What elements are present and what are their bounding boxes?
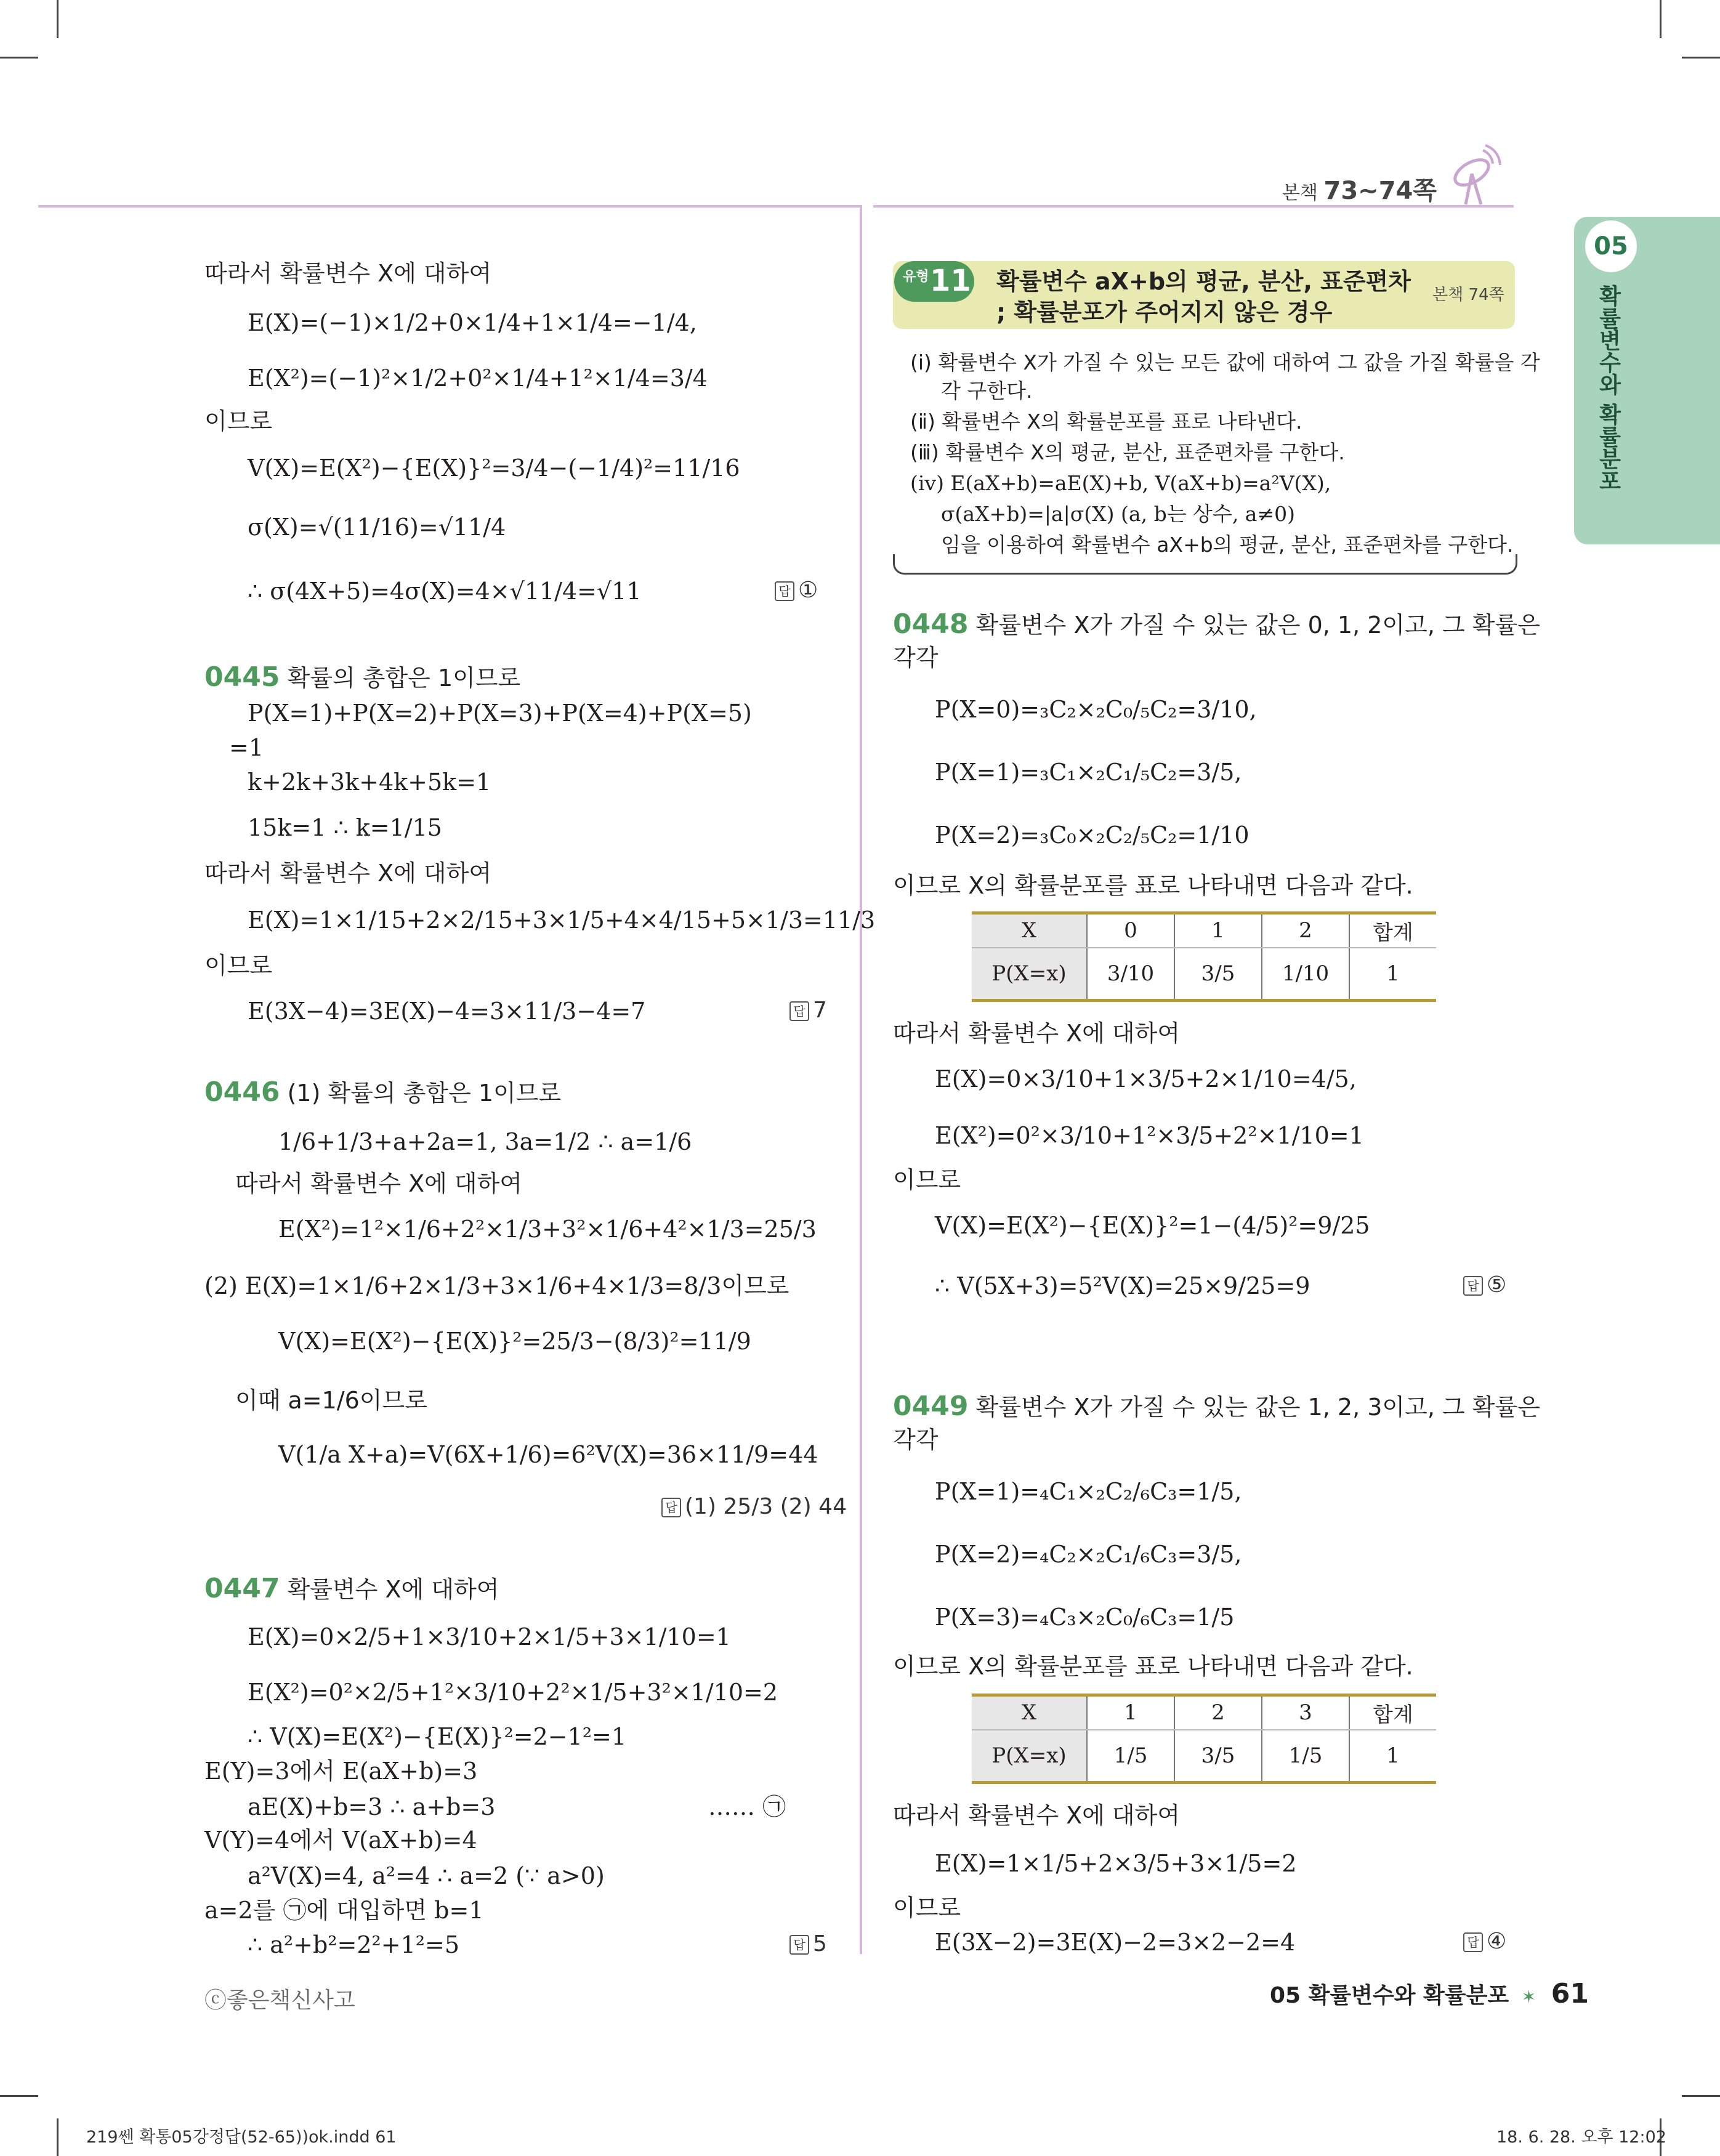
text-line: 이때 a=1/6이므로: [235, 1387, 427, 1414]
step-line: (ⅳ) E(aX+b)=aE(X)+b, V(aX+b)=a²V(X),: [910, 471, 1331, 495]
text-line: 이므로 X의 확률분포를 표로 나타내면 다음과 같다.: [893, 1653, 1413, 1680]
table-cell: 3/10: [1087, 948, 1174, 1001]
star-icon: ✶: [1521, 1987, 1536, 2007]
problem-number: 0448: [893, 608, 969, 640]
crop-mark: [0, 2095, 38, 2097]
math-line: ∴ V(X)=E(X²)−{E(X)}²=2−1²=1: [248, 1723, 627, 1750]
page-footer: [1270, 1978, 1589, 2009]
table-cell: 1/5: [1087, 1730, 1174, 1783]
math-line: E(X)=0×2/5+1×3/10+2×1/5+3×1/10=1: [248, 1623, 731, 1650]
type-box-bracket: [893, 554, 1517, 575]
ref-prefix: 본책: [1282, 182, 1318, 204]
header-rule-right: [873, 205, 1514, 208]
table-cell: 1/5: [1262, 1730, 1349, 1783]
answer-0445: [789, 998, 827, 1023]
math-line: V(Y)=4에서 V(aX+b)=4: [204, 1827, 477, 1854]
crop-mark: [0, 57, 38, 59]
text-line: 확률변수 X가 가질 수 있는 값은 0, 1, 2이고, 그 확률은: [975, 612, 1540, 639]
math-line: 1/6+1/3+a+2a=1, 3a=1/2 ∴ a=1/6: [278, 1128, 692, 1155]
chapter-number: 05: [1581, 217, 1641, 276]
table-cell: 1: [1087, 1695, 1174, 1730]
text-line: 따라서 확률변수 X에 대하여: [235, 1170, 523, 1197]
type-badge-number: 11: [930, 264, 971, 298]
text-line: 확률변수 X에 대하여: [287, 1576, 499, 1603]
problem-number: 0449: [893, 1391, 969, 1422]
answer-0449: [1463, 1929, 1506, 1954]
math-line: V(X)=E(X²)−{E(X)}²=25/3−(8/3)²=11/9: [278, 1328, 751, 1355]
text-line: 따라서 확률변수 X에 대하여: [204, 860, 492, 887]
chapter-side-tab: [1574, 217, 1720, 544]
step-line: σ(aX+b)=|a|σ(X) (a, b는 상수, a≠0): [941, 502, 1295, 526]
math-line: V(X)=E(X²)−{E(X)}²=1−(4/5)²=9/25: [935, 1212, 1370, 1239]
step-line: (ⅱ) 확률변수 X의 확률분포를 표로 나타낸다.: [910, 410, 1302, 434]
page-number: 61: [1551, 1978, 1589, 2009]
step-line: 각 구한다.: [941, 379, 1033, 403]
print-slug-file: 219쎈 확통05강정답(52-65))ok.indd 61: [86, 2128, 397, 2147]
math-line: V(X)=E(X²)−{E(X)}²=3/4−(−1/4)²=11/16: [248, 454, 740, 482]
text-line: 이므로: [204, 952, 273, 979]
answer-value: ④: [1487, 1929, 1507, 1954]
text-line: 이므로: [893, 1166, 961, 1193]
crop-mark: [1682, 2095, 1720, 2097]
math-line: a²V(X)=4, a²=4 ∴ a=2 (∵ a>0): [248, 1862, 605, 1889]
table-cell: 1: [1174, 913, 1262, 948]
type-title: [996, 266, 1411, 328]
text-line: 따라서 확률변수 X에 대하여: [893, 1020, 1181, 1047]
answer-mark-icon: 답: [789, 1001, 809, 1021]
table-cell: P(X=x): [972, 1730, 1087, 1783]
math-line: =1: [229, 734, 264, 761]
crop-mark: [57, 2118, 59, 2156]
type-badge-label: 유형: [903, 269, 929, 285]
table-cell: 1/10: [1262, 948, 1349, 1001]
answer-value: 5: [813, 1931, 827, 1956]
answer-0446: [661, 1494, 847, 1519]
answer-mark-icon: 답: [775, 581, 794, 601]
satellite-dish-icon: [1447, 143, 1503, 211]
type-badge: [894, 261, 974, 302]
math-line: …… ㉠: [708, 1793, 786, 1820]
table-cell: 3: [1262, 1695, 1349, 1730]
text-line: 이므로: [893, 1894, 961, 1921]
answer-mark-icon: 답: [1463, 1932, 1483, 1952]
table-cell: 0: [1087, 913, 1174, 948]
math-line: E(X²)=1²×1/6+2²×1/3+3²×1/6+4²×1/3=25/3: [278, 1216, 817, 1243]
text-line: (1) 확률의 총합은 1이므로: [287, 1080, 562, 1107]
math-line: k+2k+3k+4k+5k=1: [248, 769, 491, 796]
header-rule-left: [38, 205, 862, 208]
math-line: E(3X−4)=3E(X)−4=3×11/3−4=7: [248, 998, 646, 1025]
math-line: a=2를 ㉠에 대입하면 b=1: [204, 1897, 484, 1924]
print-slug-date: 18. 6. 28. 오후 12:02: [1496, 2128, 1666, 2147]
type-title-line1: 확률변수 aX+b의 평균, 분산, 표준편차: [996, 268, 1411, 295]
answer-value: ①: [798, 578, 818, 603]
distribution-table-0449: [972, 1694, 1436, 1784]
math-line: E(X²)=0²×2/5+1²×3/10+2²×1/5+3²×1/10=2: [248, 1679, 778, 1706]
answer-mark-icon: 답: [661, 1498, 681, 1517]
table-cell: 1: [1349, 1730, 1436, 1783]
chapter-title: 확률변수와 확률분포: [1596, 285, 1621, 492]
ref-pages: 73~74쪽: [1323, 177, 1437, 205]
table-cell: 2: [1174, 1695, 1262, 1730]
math-line: V(1/a X+a)=V(6X+1/6)=6²V(X)=36×11/9=44: [278, 1441, 818, 1468]
text-line: 따라서 확률변수 X에 대하여: [204, 260, 492, 287]
table-cell: 합계: [1349, 913, 1436, 948]
math-line: E(X)=0×3/10+1×3/5+2×1/10=4/5,: [935, 1065, 1357, 1092]
table-cell: P(X=x): [972, 948, 1087, 1001]
text-line: 확률변수 X가 가질 수 있는 값은 1, 2, 3이고, 그 확률은: [975, 1394, 1540, 1421]
math-line: P(X=1)=₄C₁×₂C₂/₆C₃=1/5,: [935, 1478, 1242, 1505]
math-line: E(Y)=3에서 E(aX+b)=3: [204, 1758, 478, 1785]
table-cell: X: [972, 913, 1087, 948]
table-cell: 3/5: [1174, 1730, 1262, 1783]
column-divider: [860, 205, 862, 1954]
step-line: 임을 이용하여 확률변수 aX+b의 평균, 분산, 표준편차를 구한다.: [941, 533, 1514, 557]
problem-number: 0447: [204, 1573, 280, 1604]
problem-0446: [204, 1078, 561, 1108]
math-line: E(3X−2)=3E(X)−2=3×2−2=4: [935, 1929, 1296, 1956]
math-line: σ(X)=√(11/16)=√11/4: [248, 514, 506, 541]
table-cell: X: [972, 1695, 1087, 1730]
step-line: (ⅰ) 확률변수 X가 가질 수 있는 모든 값에 대하여 그 값을 가질 확률을 각: [910, 350, 1540, 374]
math-line: P(X=1)+P(X=2)+P(X=3)+P(X=4)+P(X=5): [248, 700, 752, 727]
type-title-line2: ; 확률분포가 주어지지 않은 경우: [996, 299, 1333, 326]
crop-mark: [57, 0, 59, 38]
text-line: 이므로 X의 확률분포를 표로 나타내면 다음과 같다.: [893, 872, 1413, 899]
math-line: E(X²)=(−1)²×1/2+0²×1/4+1²×1/4=3/4: [248, 365, 708, 392]
page-reference: [1282, 171, 1437, 206]
publisher-copyright: ⓒ좋은책신사고: [204, 1988, 355, 2013]
math-line: E(X)=1×1/15+2×2/15+3×1/5+4×4/15+5×1/3=11/3: [248, 906, 876, 934]
math-line: ∴ σ(4X+5)=4σ(X)=4×√11/4=√11: [248, 578, 642, 605]
type-reference: 본책 74쪽: [1432, 286, 1504, 304]
math-line: P(X=3)=₄C₃×₂C₀/₆C₃=1/5: [935, 1604, 1235, 1631]
table-cell: 1: [1349, 948, 1436, 1001]
problem-number: 0445: [204, 661, 280, 693]
math-line: aE(X)+b=3 ∴ a+b=3: [248, 1793, 496, 1820]
answer-0448: [1463, 1272, 1506, 1298]
answer-0447: [789, 1931, 827, 1956]
math-line: E(X)=(−1)×1/2+0×1/4+1×1/4=−1/4,: [248, 309, 697, 336]
math-line: E(X)=1×1/5+2×3/5+3×1/5=2: [935, 1850, 1297, 1877]
math-line: 15k=1 ∴ k=1/15: [248, 814, 442, 841]
math-line: ∴ V(5X+3)=5²V(X)=25×9/25=9: [935, 1272, 1310, 1299]
answer-mark-icon: 답: [789, 1935, 809, 1955]
footer-chapter: 05 확률변수와 확률분포: [1270, 1983, 1509, 2008]
math-line: (2) E(X)=1×1/6+2×1/3+3×1/6+4×1/3=8/3이므로: [204, 1272, 789, 1299]
math-line: P(X=2)=₃C₀×₂C₂/₅C₂=1/10: [935, 822, 1250, 849]
text-line: 확률의 총합은 1이므로: [287, 664, 521, 692]
problem-0447: [204, 1574, 499, 1604]
math-line: ∴ a²+b²=2²+1²=5: [248, 1931, 460, 1958]
text-line: 각각: [893, 644, 939, 671]
math-line: E(X²)=0²×3/10+1²×3/5+2²×1/10=1: [935, 1122, 1364, 1149]
math-line: P(X=0)=₃C₂×₂C₀/₅C₂=3/10,: [935, 696, 1257, 723]
problem-number: 0446: [204, 1076, 280, 1108]
math-line: P(X=2)=₄C₂×₂C₁/₆C₃=3/5,: [935, 1541, 1242, 1568]
table-cell: 2: [1262, 913, 1349, 948]
answer-mark-icon: 답: [1463, 1276, 1483, 1296]
answer-0444: [775, 578, 818, 603]
answer-value: (1) 25/3 (2) 44: [685, 1494, 847, 1519]
table-cell: 합계: [1349, 1695, 1436, 1730]
text-line: 따라서 확률변수 X에 대하여: [893, 1802, 1181, 1829]
text-line: 각각: [893, 1426, 939, 1453]
step-line: (ⅲ) 확률변수 X의 평균, 분산, 표준편차를 구한다.: [910, 440, 1345, 464]
problem-0445: [204, 663, 520, 693]
text-line: 이므로: [204, 408, 273, 435]
problem-0448: [893, 610, 1540, 640]
problem-0449: [893, 1392, 1540, 1422]
distribution-table-0448: [972, 911, 1436, 1002]
crop-mark: [1660, 0, 1661, 38]
math-line: P(X=1)=₃C₁×₂C₁/₅C₂=3/5,: [935, 759, 1242, 786]
answer-value: ⑤: [1487, 1272, 1507, 1298]
table-cell: 3/5: [1174, 948, 1262, 1001]
answer-value: 7: [813, 998, 827, 1023]
crop-mark: [1682, 57, 1720, 59]
